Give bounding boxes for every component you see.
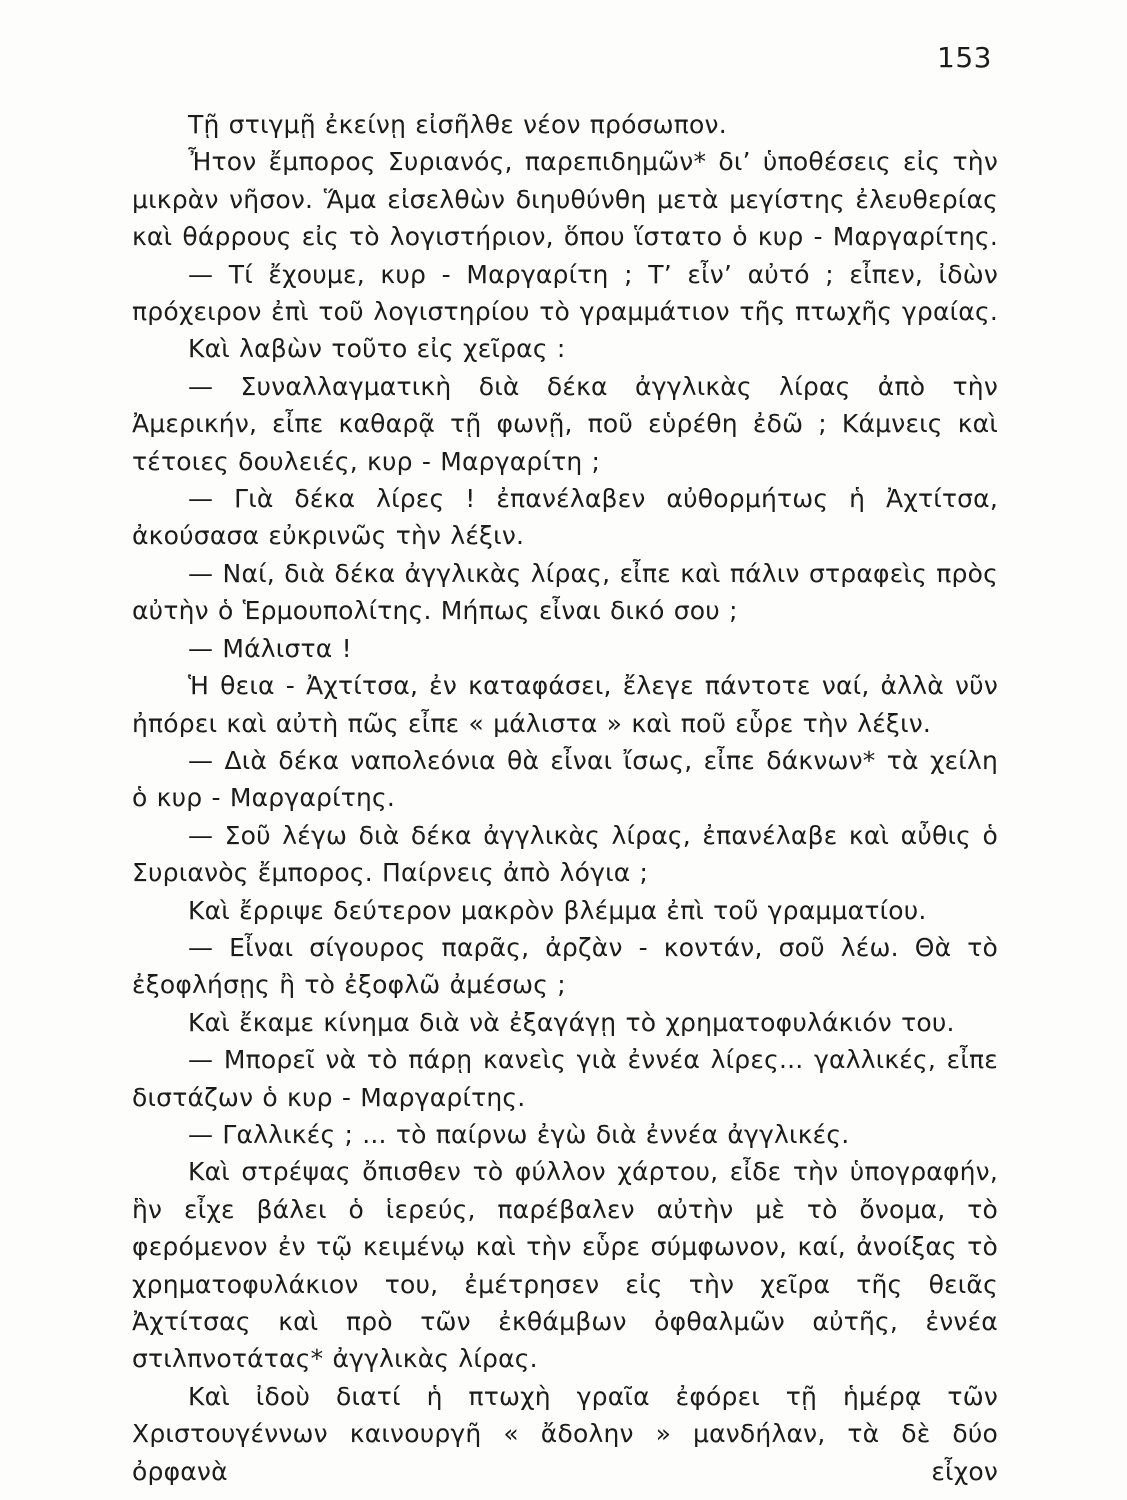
page-number: 153: [937, 41, 992, 74]
paragraph: — Συναλλαγματικὴ διὰ δέκα ἀγγλικὰς λίρας ἀπὸ τὴν Ἀμερικήν, εἶπε καθαρᾷ τῇ φωνῇ, ποῦ εὑρέθη ἐδῶ ; Κάμνεις καὶ τέτοιες δουλειές, κυρ - Μαργαρίτη ;: [132, 371, 998, 476]
paragraph: — Εἶναι σίγουρος παρᾶς, ἀρζὰν - κοντάν, σοῦ λέω. Θὰ τὸ ἐξοφλήσῃς ἢ τὸ ἐξοφλῶ ἀμέσως ;: [132, 932, 998, 1000]
paragraph: Ἡ θεια - Ἀχτίτσα, ἐν καταφάσει, ἔλεγε πάντοτε ναί, ἀλλὰ νῦν ἠπόρει καὶ αὐτὴ πῶς εἶπε « μάλιστα » καὶ ποῦ εὗρε τὴν λέξιν.: [132, 671, 998, 738]
paragraph: Καὶ ἰδοὺ διατί ἡ πτωχὴ γραῖα ἐφόρει τῇ ἡμέρᾳ τῶν Χριστουγέννων καινουργῆ « ἄδολην » μανδήλαν, τὰ δὲ δύο ὀρφανὰ εἶχον: [132, 1381, 998, 1486]
paragraph: — Σοῦ λέγω διὰ δέκα ἀγγλικὰς λίρας, ἐπανέλαβε καὶ αὖθις ὁ Συριανὸς ἔμπορος. Παίρνεις ἀπὸ λόγια ;: [132, 820, 998, 888]
paragraph: — Μπορεῖ νὰ τὸ πάρῃ κανεὶς γιὰ ἐννέα λίρες... γαλλικές, εἶπε διστάζων ὁ κυρ - Μαργαρίτης.: [132, 1045, 998, 1112]
paragraph: Καὶ ἔρριψε δεύτερον μακρὸν βλέμμα ἐπὶ τοῦ γραμματίου.: [188, 895, 927, 925]
paragraph: Ἦτον ἔμπορος Συριανός, παρεπιδημῶν* δι’ ὑποθέσεις εἰς τὴν μικρὰν νῆσον. Ἅμα εἰσελθὼν διηυθύνθη μετὰ μεγίστης ἐλευθερίας καὶ θάρρους εἰς τὸ λογιστήριον, ὅπου ἵστατο ὁ κυρ - Μαργαρίτης.: [132, 147, 998, 252]
paragraph: — Γαλλικές ; ... τὸ παίρνω ἐγὼ διὰ ἐννέα ἀγγλικές.: [188, 1119, 850, 1149]
paragraph: — Γιὰ δέκα λίρες ! ἐπανέλαβεν αὐθορμήτως ἡ Ἀχτίτσα, ἀκούσασα εὐκρινῶς τὴν λέξιν.: [132, 484, 998, 551]
paragraph: Καὶ ἔκαμε κίνημα διὰ νὰ ἐξαγάγῃ τὸ χρηματοφυλάκιόν του.: [188, 1007, 955, 1037]
paragraph: Καὶ στρέψας ὄπισθεν τὸ φύλλον χάρτου, εἶδε τὴν ὑπογραφήν, ἣν εἶχε βάλει ὁ ἱερεύς, παρέβαλεν αὐτὴν μὲ τὸ ὄνομα, τὸ φερόμενον ἐν τῷ κειμένῳ καὶ τὴν εὗρε σύμφωνον, καί, ἀνοίξας τὸ χρηματοφυλάκιον του, ἐμέτρησεν εἰς τὴν χεῖρα τῆς θειᾶς Ἀχτίτσας καὶ πρὸ τῶν ἐκθάμβων ὀφθαλμῶν αὐτῆς, ἐννέα στιλπνοτάτας* ἀγγλικὰς λίρας.: [132, 1157, 998, 1374]
paragraph: — Μάλιστα !: [188, 633, 352, 663]
paragraph: — Διὰ δέκα ναπολεόνια θὰ εἶναι ἴσως, εἶπε δάκνων* τὰ χείλη ὁ κυρ - Μαργαρίτης.: [132, 745, 998, 813]
paragraph: — Τί ἔχουμε, κυρ - Μαργαρίτη ; Τ’ εἶν’ αὐτό ; εἶπεν, ἰδὼν πρόχειρον ἐπὶ τοῦ λογιστηρίου τὸ γραμμάτιον τῆς πτωχῆς γραίας.: [132, 259, 998, 327]
paragraph: Καὶ λαβὼν τοῦτο εἰς χεῖρας :: [188, 334, 566, 364]
body-text: [132, 106, 998, 1490]
paragraph: Τῇ στιγμῇ ἐκείνῃ εἰσῆλθε νέον πρόσωπον.: [188, 110, 727, 139]
paragraph: — Ναί, διὰ δέκα ἀγγλικὰς λίρας, εἶπε καὶ πάλιν στραφεὶς πρὸς αὐτὴν ὁ Ἑρμουπολίτης. Μήπως εἶναι δικό σου ;: [132, 558, 998, 626]
